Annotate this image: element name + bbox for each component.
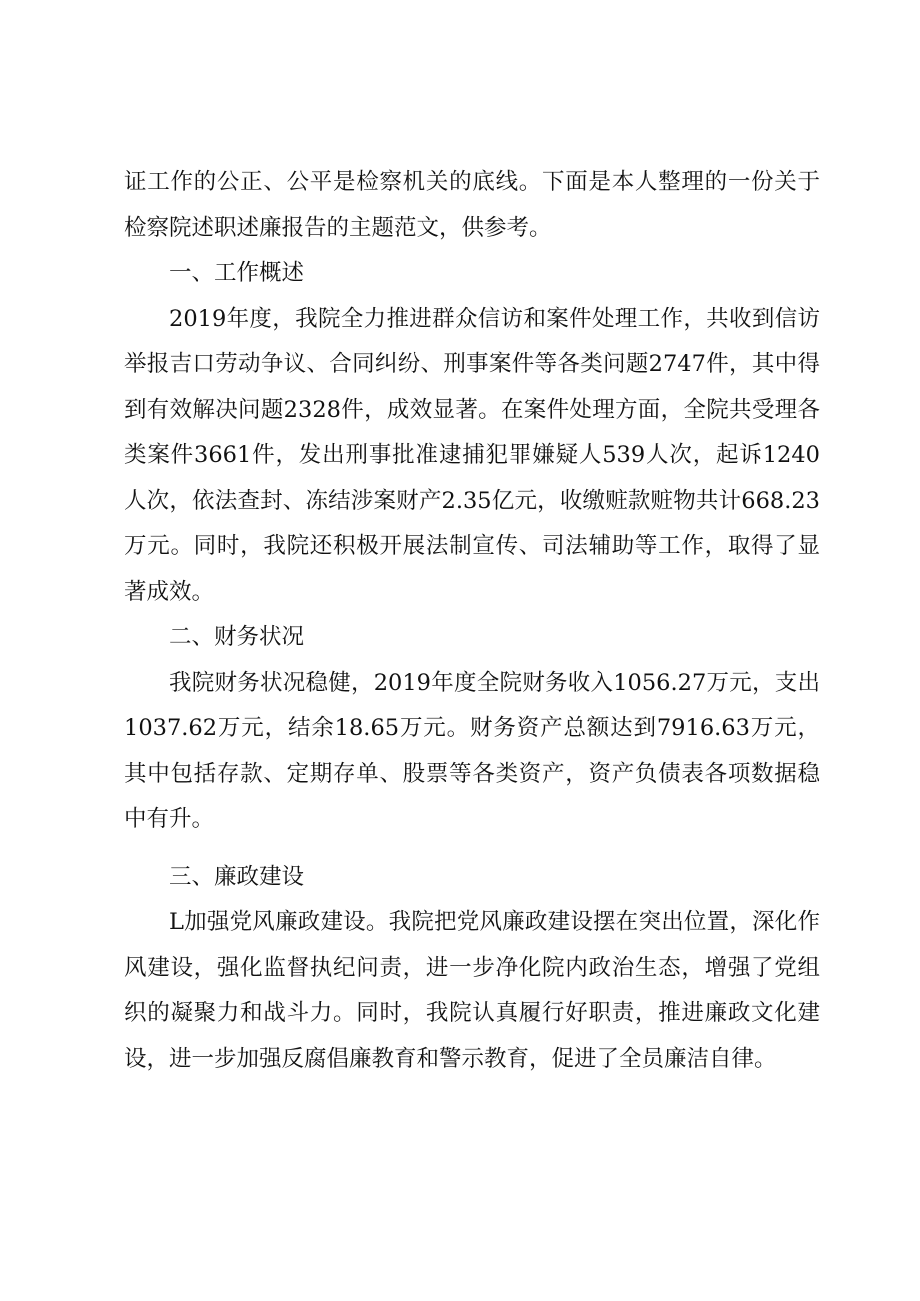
paragraph-integrity-building: L加强党风廉政建设。我院把党风廉政建设摆在突出位置，深化作风建设，强化监督执纪问责，进一步净化院内政治生态，增强了党组织的凝聚力和战斗力。同时，我院认真履行好职责，推进廉政文化建设，进一步加强反腐倡廉教育和警示教育，促进了全员廉洁自律。 bbox=[124, 909, 820, 1072]
section-spacer bbox=[124, 843, 820, 855]
section-heading-financial-status: 二、财务状况 bbox=[169, 624, 305, 650]
paragraph-financial-status: 我院财务状况稳健，2019年度全院财务收入1056.27万元，支出1037.62万元，结余18.65万元。财务资产总额达到7916.63万元，其中包括存款、定期存单、股票等各类资产，资产负债表各项数据稳中有升。 bbox=[124, 669, 820, 832]
section-heading-integrity-building: 三、廉政建设 bbox=[169, 863, 305, 890]
section-heading-work-overview: 一、工作概述 bbox=[169, 260, 305, 286]
intro-paragraph: 证工作的公正、公平是检察机关的底线。下面是本人整理的一份关于检察院述职述廉报告的主题范文，供参考。 bbox=[124, 169, 820, 241]
paragraph-work-overview: 2019年度，我院全力推进群众信访和案件处理工作，共收到信访举报吉口劳动争议、合同纠纷、刑事案件等各类问题2747件，其中得到有效解决问题2328件，成效显著。在案件处理方面，全院共受理各类案件3661件，发出刑事批准逮捕犯罪嫌疑人539人次，起诉1240人次，依法查封、冻结涉案财产2.35亿元，收缴赃款赃物共计668.23万元。同时，我院还积极开展法制宣传、司法辅助等工作，取得了显著成效。 bbox=[124, 305, 820, 605]
document-body bbox=[124, 160, 820, 1082]
